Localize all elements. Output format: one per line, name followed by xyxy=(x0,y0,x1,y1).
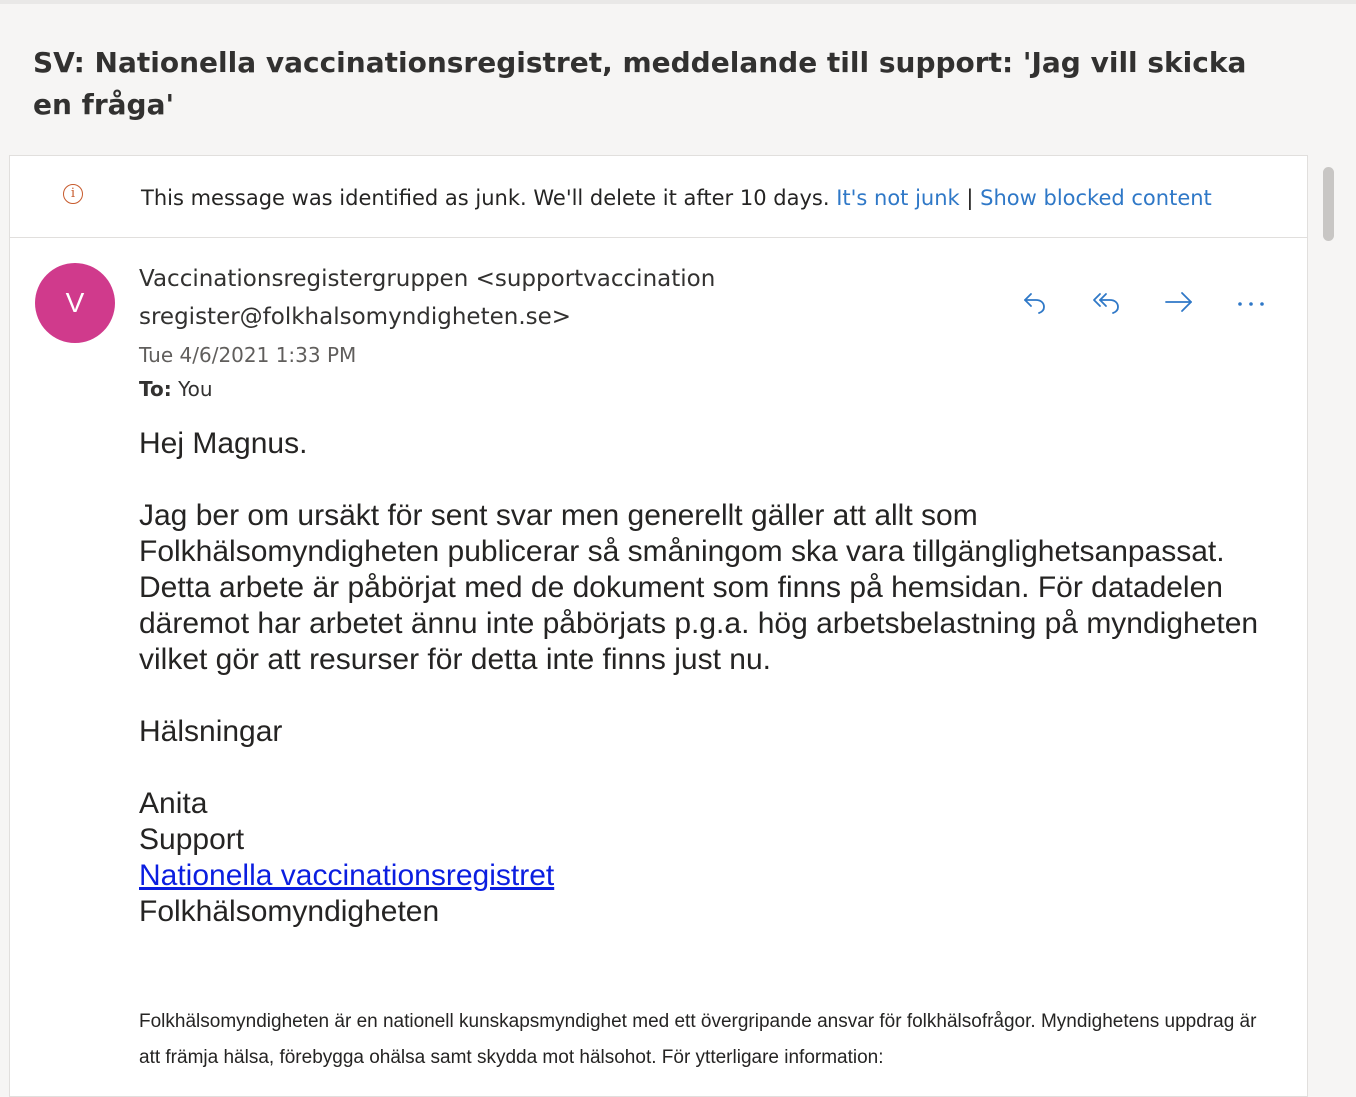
reply-all-button[interactable] xyxy=(1083,282,1131,322)
sender-avatar[interactable]: V xyxy=(35,263,115,343)
closing: Hälsningar xyxy=(139,715,283,748)
signature-org: Folkhälsomyndigheten xyxy=(139,895,440,928)
link-separator: | xyxy=(966,186,974,210)
info-icon: i xyxy=(63,184,83,204)
signature-role: Support xyxy=(139,823,245,856)
email-subject: SV: Nationella vaccinationsregistret, meddelande till support: 'Jag vill skicka en fråga' xyxy=(33,46,1247,121)
footer-text: Folkhälsomyndigheten är en nationell kunskapsmyndighet med ett övergripande ansvar för folkhälsofrågor. Myndighetens uppdrag är att främja hälsa, förebygga ohälsa samt skydda mot hälsohot. För ytterligare information: xyxy=(139,1011,1257,1068)
recipient-line xyxy=(139,374,213,404)
to-recipient[interactable]: You xyxy=(178,377,213,401)
registry-link[interactable]: Nationella vaccinationsregistret xyxy=(139,859,555,892)
forward-icon xyxy=(1163,288,1195,316)
top-edge xyxy=(0,0,1356,4)
reading-pane xyxy=(9,155,1308,1097)
to-label: To: xyxy=(139,377,172,401)
scrollbar[interactable] xyxy=(1322,165,1336,243)
junk-warning-text xyxy=(141,184,1212,212)
signature xyxy=(139,786,1279,930)
reply-button[interactable] xyxy=(1011,282,1059,322)
junk-message: This message was identified as junk. We'll delete it after 10 days. xyxy=(141,186,830,210)
more-options-icon xyxy=(1235,288,1267,316)
more-options-button[interactable] xyxy=(1227,282,1275,322)
not-junk-link[interactable]: It's not junk xyxy=(836,186,960,210)
show-blocked-content-link[interactable]: Show blocked content xyxy=(980,186,1212,210)
sender-name[interactable]: Vaccinationsregistergruppen <supportvaccinationsregister@folkhalsomyndigheten.se> xyxy=(139,266,716,330)
reply-all-icon xyxy=(1091,288,1123,316)
body-paragraph: Jag ber om ursäkt för sent svar men generellt gäller att allt som Folkhälsomyndigheten publicerar så småningom ska vara tillgänglighetsanpassat. Detta arbete är påbörjat med de dokument som finns på hemsidan. För datadelen däremot har arbetet ännu inte påbörjats p.g.a. hög arbetsbelastning på myndigheten vilket gör att resurser för detta inte finns just nu. xyxy=(139,499,1259,676)
forward-button[interactable] xyxy=(1155,282,1203,322)
sent-date: Tue 4/6/2021 1:33 PM xyxy=(139,343,357,367)
signature-name: Anita xyxy=(139,787,208,820)
greeting: Hej Magnus. xyxy=(139,427,308,460)
scrollbar-thumb[interactable] xyxy=(1323,167,1334,241)
message-body xyxy=(139,426,1279,930)
junk-warning-bar xyxy=(10,156,1307,238)
reply-icon xyxy=(1021,288,1049,316)
